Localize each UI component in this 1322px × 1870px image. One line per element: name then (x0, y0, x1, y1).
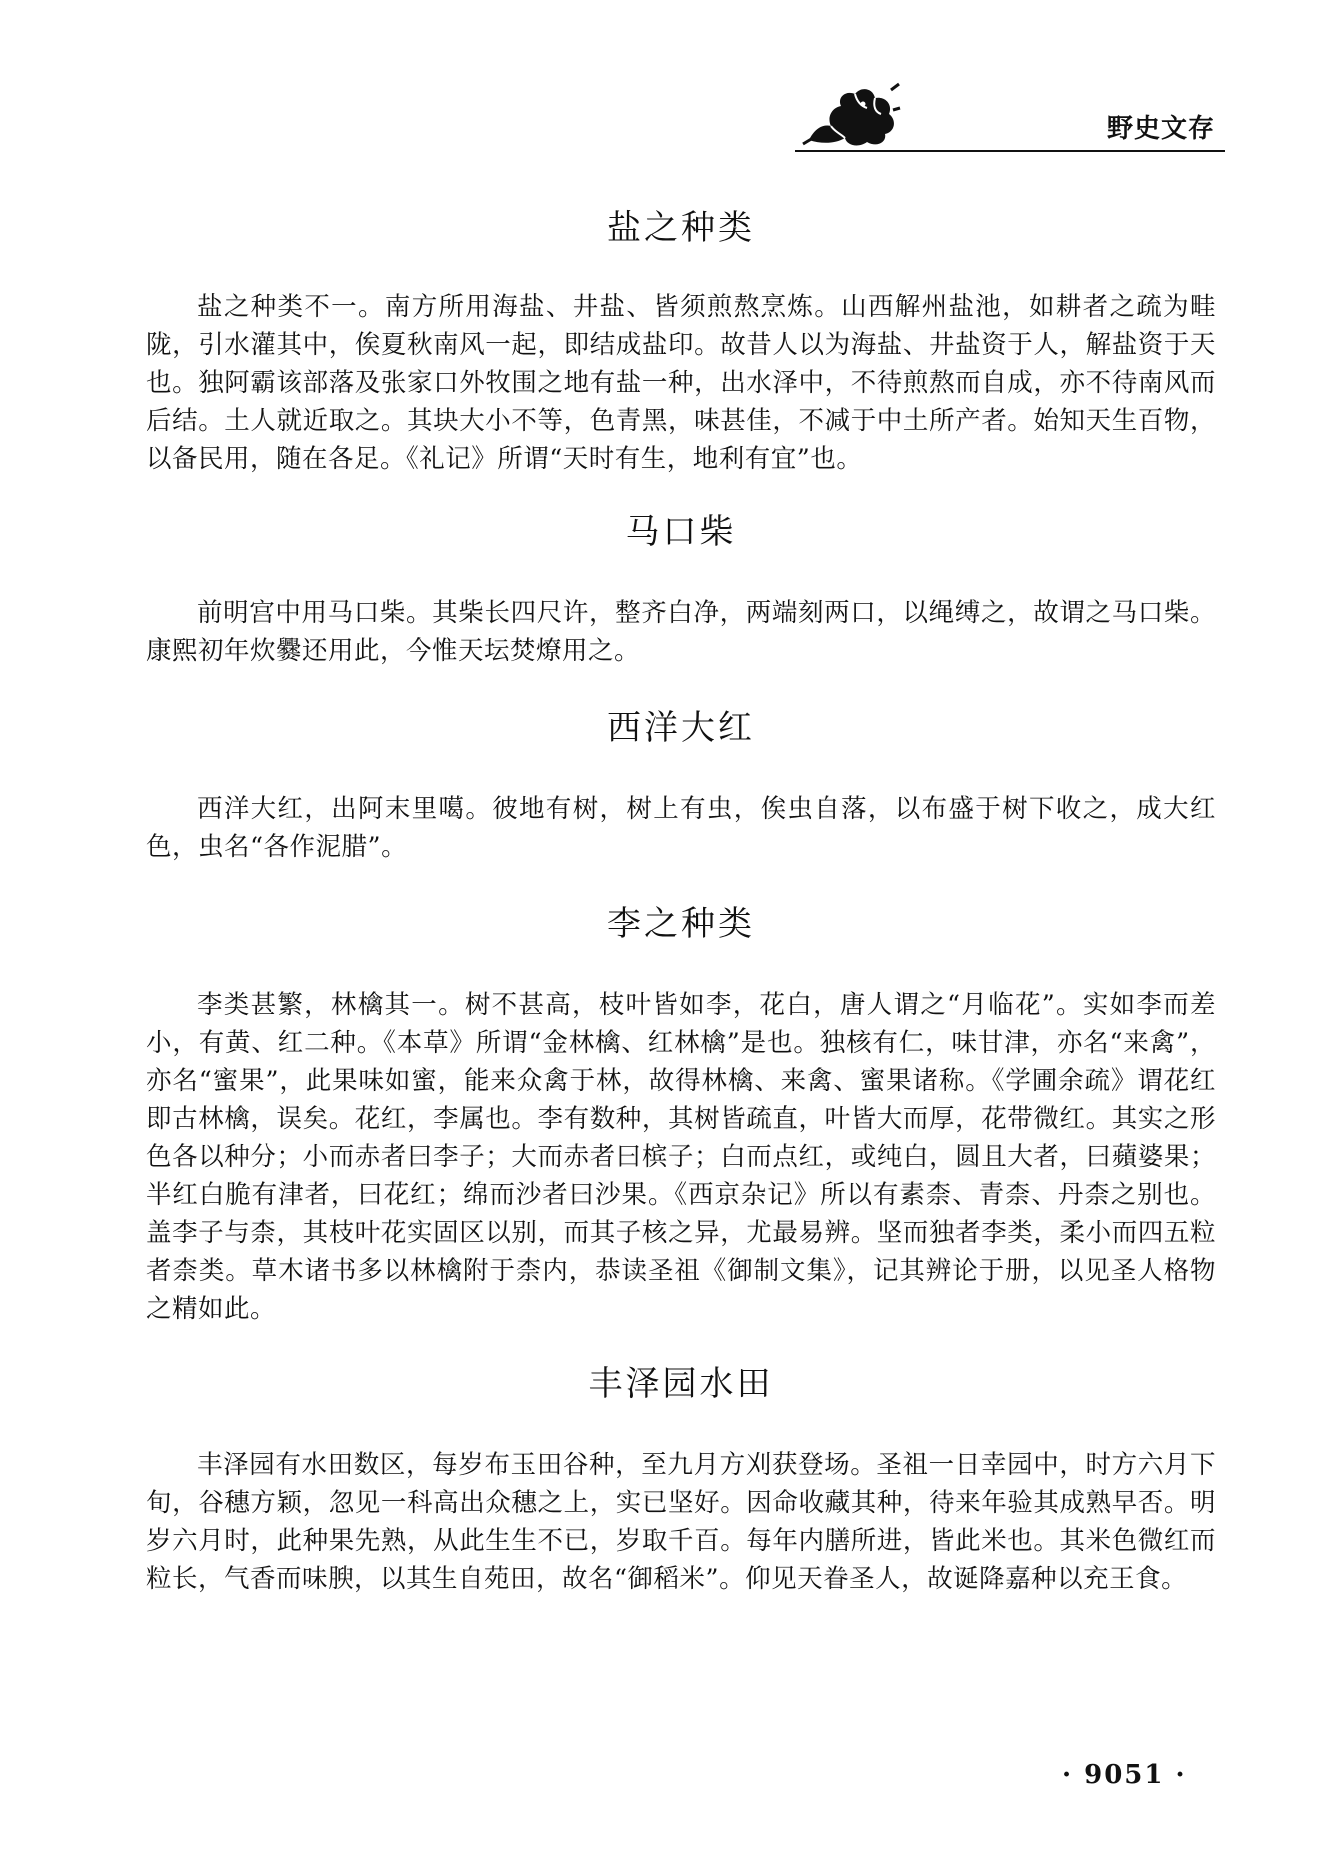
section-salt (146, 206, 1216, 478)
header-title: 野史文存 (1106, 114, 1215, 144)
dragon-emblem-icon (801, 80, 901, 150)
section-paragraph: 丰泽园有水田数区，每岁布玉田谷种，至九月方刈获登场。圣祖一日幸园中，时方六月下旬，谷穗方颖，忽见一科高出众穗之上，实已坚好。因命收藏其种，待来年验其成熟早否。明岁六月时，此种果先熟，从此生生不已，岁取千百。每年内膳所进，皆此米也。其米色微红而粒长，气香而味腴，以其生自苑田，故名“御稻米”。仰见天眷圣人，故诞降嘉种以充王食。 (146, 1450, 1216, 1594)
section-title: 盐之种类 (607, 208, 755, 248)
running-header (795, 80, 1225, 152)
page-number: · 9051 · (1062, 1760, 1187, 1790)
article-body (146, 206, 1216, 1598)
section-title: 西洋大红 (607, 708, 755, 748)
header-rule (795, 150, 1225, 152)
section-title: 李之种类 (607, 904, 755, 944)
section-title: 马口柴 (625, 512, 737, 552)
section-paragraph: 西洋大红，出阿末里噶。彼地有树，树上有虫，俟虫自落，以布盛于树下收之，成大红色，虫名“各作泥腊”。 (146, 794, 1216, 862)
section-title: 丰泽园水田 (588, 1364, 774, 1404)
section-western-red (146, 706, 1216, 866)
section-paragraph: 李类甚繁，林檎其一。树不甚高，枝叶皆如李，花白，唐人谓之“月临花”。实如李而差小，有黄、红二种。《本草》所谓“金林檎、红林檎”是也。独核有仁，味甘津，亦名“来禽”，亦名“蜜果”，此果味如蜜，能来众禽于林，故得林檎、来禽、蜜果诸称。《学圃余疏》谓花红即古林檎，误矣。花红，李属也。李有数种，其树皆疏直，叶皆大而厚，花带微红。其实之形色各以种分；小而赤者曰李子；大而赤者曰槟子；白而点红，或纯白，圆且大者，曰蘋婆果；半红白脆有津者，曰花红；绵而沙者曰沙果。《西京杂记》所以有素柰、青柰、丹柰之别也。盖李子与柰，其枝叶花实固区以别，而其子核之异，尤最易辨。坚而独者李类，柔小而四五粒者柰类。草木诸书多以林檎附于柰内，恭读圣祖《御制文集》，记其辨论于册，以见圣人格物之精如此。 (146, 990, 1216, 1324)
section-firewood (146, 510, 1216, 670)
section-paragraph: 前明宫中用马口柴。其柴长四尺许，整齐白净，两端刻两口，以绳缚之，故谓之马口柴。康熙初年炊爨还用此，今惟天坛焚燎用之。 (146, 598, 1216, 666)
section-plum (146, 902, 1216, 1328)
section-paddy (146, 1362, 1216, 1598)
section-paragraph: 盐之种类不一。南方所用海盐、井盐、皆须煎熬烹炼。山西解州盐池，如耕者之疏为畦陇，引水灌其中，俟夏秋南风一起，即结成盐印。故昔人以为海盐、井盐资于人，解盐资于天也。独阿霸该部落及张家口外牧围之地有盐一种，出水泽中，不待煎熬而自成，亦不待南风而后结。土人就近取之。其块大小不等，色青黑，味甚佳，不减于中土所产者。始知天生百物，以备民用，随在各足。《礼记》所谓“天时有生，地利有宜”也。 (146, 292, 1216, 474)
